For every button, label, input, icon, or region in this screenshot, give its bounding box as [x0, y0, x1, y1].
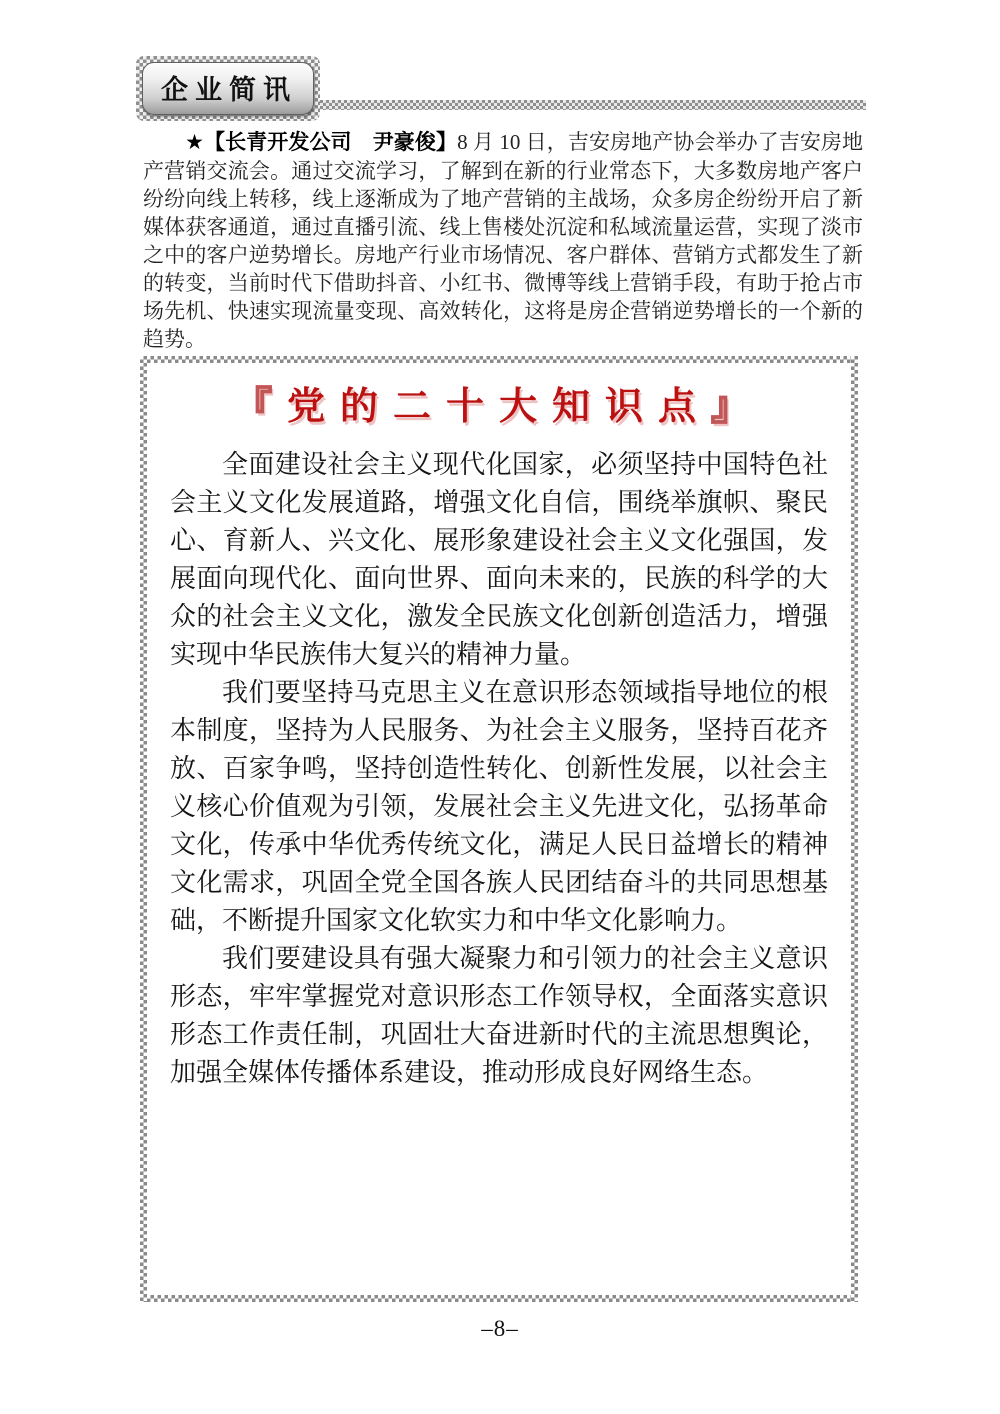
page-number: –8–	[481, 1316, 519, 1341]
knowledge-box-content	[148, 364, 850, 1294]
title-open-bracket: 『	[233, 386, 287, 428]
knowledge-paragraph: 我们要坚持马克思主义在意识形态领域指导地位的根本制度，坚持为人民服务、为社会主义服务，坚持百花齐放、百家争鸣，坚持创造性转化、创新性发展，以社会主义核心价值观为引领，发展社会主义先进文化，弘扬革命文化，传承中华优秀传统文化，满足人民日益增长的精神文化需求，巩固全党全国各族人民团结奋斗的共同思想基础，不断提升国家文化软实力和中华文化影响力。	[170, 678, 828, 935]
knowledge-box-title	[162, 382, 836, 432]
section-badge: 企业简讯	[142, 62, 314, 115]
article-byline: ★【长青开发公司 尹豪俊】	[185, 131, 458, 154]
article-body-text: 8 月 10 日，吉安房地产协会举办了吉安房地产营销交流会。通过交流学习，了解到在新的行业常态下，大多数房地产客户纷纷向线上转移，线上逐渐成为了地产营销的主战场，众多房企纷纷开启了新媒体获客通道，通过直播引流、线上售楼处沉淀和私域流量运营，实现了淡市之中的客户逆势增长。房地产行业市场情况、客户群体、营销方式都发生了新的转变，当前时代下借助抖音、小红书、微博等线上营销手段，有助于抢占市场先机、快速实现流量变现、高效转化，这将是房企营销逆势增长的一个新的趋势。	[143, 130, 864, 351]
box-border-left	[140, 356, 147, 1302]
section-badge-frame	[136, 56, 320, 121]
box-border-bottom	[140, 1295, 858, 1302]
title-text: 党的二十大知识点	[286, 386, 711, 428]
knowledge-paragraph: 我们要建设具有强大凝聚力和引领力的社会主义意识形态，牢牢掌握党对意识形态工作领导权，全面落实意识形态工作责任制，巩固壮大奋进新时代的主流思想舆论，加强全媒体传播体系建设，推动形成良好网络生态。	[170, 944, 828, 1087]
knowledge-box	[140, 356, 858, 1302]
title-close-bracket: 』	[711, 386, 765, 428]
knowledge-paragraph: 全面建设社会主义现代化国家，必须坚持中国特色社会主义文化发展道路，增强文化自信，围绕举旗帜、聚民心、育新人、兴文化、展形象建设社会主义文化强国，发展面向现代化、面向世界、面向未来的，民族的科学的大众的社会主义文化，激发全民族文化创新创造活力，增强实现中华民族伟大复兴的精神力量。	[170, 450, 828, 669]
box-border-right	[851, 356, 858, 1302]
box-border-top	[140, 356, 858, 363]
lead-article	[143, 128, 863, 353]
knowledge-box-body	[162, 446, 836, 1092]
